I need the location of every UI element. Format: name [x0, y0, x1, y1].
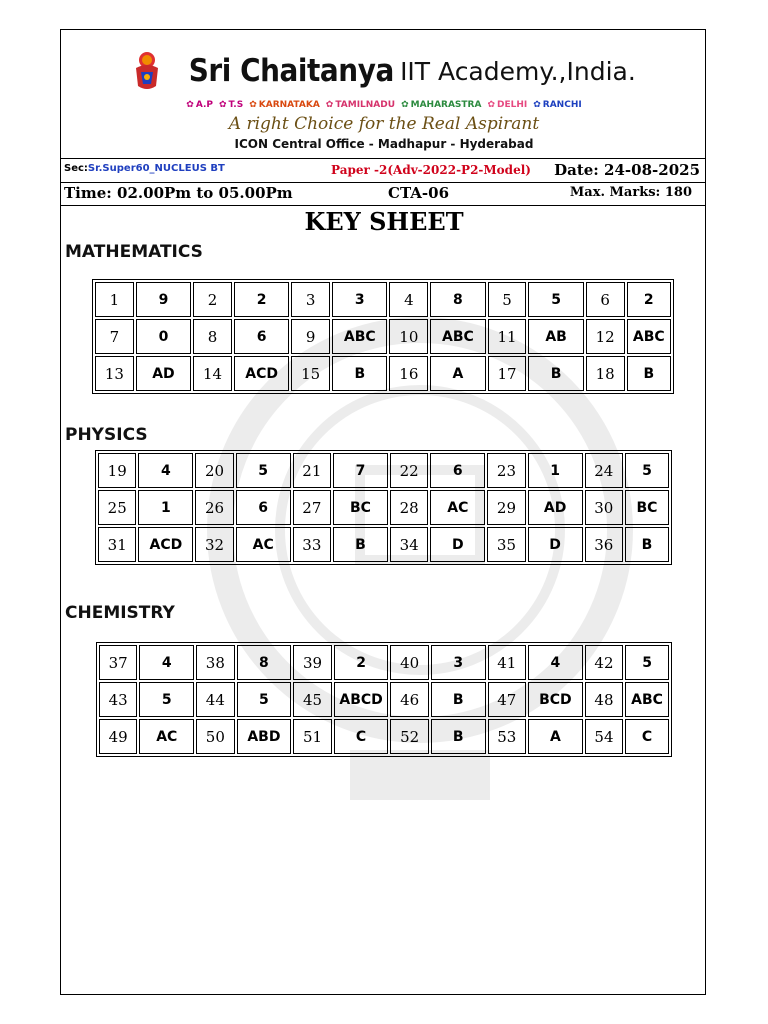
question-number: 33 — [293, 527, 331, 562]
table-row — [99, 719, 669, 754]
answer-key: ABD — [237, 719, 292, 754]
question-number: 41 — [488, 645, 526, 680]
answer-key: 0 — [136, 319, 191, 354]
question-number: 35 — [487, 527, 525, 562]
flower-bullet-icon: ✿ — [401, 100, 409, 110]
answer-key: 5 — [528, 282, 583, 317]
divider — [60, 158, 706, 159]
state-item — [533, 100, 581, 110]
answer-key: B — [431, 719, 486, 754]
question-number: 5 — [488, 282, 527, 317]
question-number: 54 — [585, 719, 623, 754]
institute-logo-icon — [132, 50, 162, 92]
answer-key: BC — [625, 490, 669, 525]
answer-key: A — [430, 356, 485, 391]
question-number: 18 — [586, 356, 625, 391]
answer-key: ABC — [627, 319, 671, 354]
answer-key: C — [334, 719, 389, 754]
table-row — [98, 453, 669, 488]
question-number: 8 — [193, 319, 232, 354]
page-title: KEY SHEET — [304, 207, 464, 236]
answer-key: AB — [528, 319, 583, 354]
answer-key: D — [528, 527, 583, 562]
question-number: 29 — [487, 490, 525, 525]
section-info — [64, 163, 225, 174]
answer-key: 8 — [237, 645, 292, 680]
answer-key: A — [528, 719, 583, 754]
question-number: 3 — [291, 282, 330, 317]
tagline: A right Choice for the Real Aspirant — [228, 114, 540, 134]
table-row — [95, 356, 671, 391]
question-number: 26 — [195, 490, 233, 525]
states-list — [0, 100, 768, 110]
question-number: 14 — [193, 356, 232, 391]
answer-key: D — [430, 527, 485, 562]
question-number: 13 — [95, 356, 134, 391]
office-address: ICON Central Office - Madhapur - Hyderabad — [234, 137, 534, 151]
question-number: 4 — [389, 282, 428, 317]
answer-key: 5 — [139, 682, 194, 717]
exam-time: Time: 02.00Pm to 05.00Pm — [64, 184, 293, 202]
flower-bullet-icon: ✿ — [186, 100, 194, 110]
section-title-physics: PHYSICS — [65, 425, 148, 445]
question-number: 50 — [196, 719, 234, 754]
question-number: 12 — [586, 319, 625, 354]
question-number: 27 — [293, 490, 331, 525]
answer-key: BCD — [528, 682, 583, 717]
question-number: 21 — [293, 453, 331, 488]
state-label: RANCHI — [542, 100, 582, 110]
answer-key: 5 — [625, 645, 669, 680]
answer-key: AC — [430, 490, 485, 525]
section-title-mathematics: MATHEMATICS — [65, 242, 203, 262]
answer-key: ACD — [138, 527, 193, 562]
key-table-physics — [95, 450, 672, 565]
divider — [60, 182, 706, 183]
state-label: MAHARASTRA — [410, 100, 482, 110]
answer-key: 1 — [528, 453, 583, 488]
brand-subtitle: IIT Academy.,India. — [400, 56, 636, 86]
answer-key: 5 — [236, 453, 291, 488]
answer-key: 3 — [332, 282, 387, 317]
answer-key: AC — [236, 527, 291, 562]
question-number: 30 — [585, 490, 623, 525]
flower-bullet-icon: ✿ — [487, 100, 495, 110]
question-number: 19 — [98, 453, 136, 488]
question-number: 42 — [585, 645, 623, 680]
answer-key: 6 — [236, 490, 291, 525]
question-number: 20 — [195, 453, 233, 488]
answer-key: 4 — [139, 645, 194, 680]
table-row — [99, 682, 669, 717]
answer-key: ABCD — [334, 682, 389, 717]
key-table-chemistry — [96, 642, 672, 757]
key-table-mathematics — [92, 279, 674, 394]
answer-key: 9 — [136, 282, 191, 317]
question-number: 10 — [389, 319, 428, 354]
state-label: DELHI — [497, 100, 528, 110]
answer-key: 5 — [625, 453, 669, 488]
sec-value: Sr.Super60_NUCLEUS BT — [87, 163, 225, 174]
table-row — [98, 490, 669, 525]
question-number: 23 — [487, 453, 525, 488]
answer-key: ABC — [332, 319, 387, 354]
answer-key: B — [431, 682, 486, 717]
question-number: 1 — [95, 282, 134, 317]
flower-bullet-icon: ✿ — [218, 100, 227, 110]
question-number: 52 — [390, 719, 428, 754]
question-number: 39 — [293, 645, 331, 680]
state-label: TAMILNADU — [335, 100, 396, 110]
divider — [60, 205, 706, 206]
answer-key: B — [332, 356, 387, 391]
question-number: 46 — [390, 682, 428, 717]
state-item — [219, 100, 243, 110]
answer-key: 4 — [138, 453, 193, 488]
question-number: 6 — [586, 282, 625, 317]
question-number: 25 — [98, 490, 136, 525]
question-number: 2 — [193, 282, 232, 317]
table-row — [95, 282, 671, 317]
sec-label: Sec: — [64, 163, 88, 174]
question-number: 45 — [293, 682, 331, 717]
paper-info: Paper -2(Adv-2022-P2-Model) — [331, 163, 531, 177]
question-number: 15 — [291, 356, 330, 391]
answer-key: ABC — [430, 319, 485, 354]
table-row — [95, 319, 671, 354]
question-number: 43 — [99, 682, 137, 717]
answer-key: 1 — [138, 490, 193, 525]
answer-key: B — [625, 527, 669, 562]
question-number: 38 — [196, 645, 234, 680]
answer-key: 2 — [627, 282, 671, 317]
state-item — [401, 100, 481, 110]
answer-key: 2 — [234, 282, 289, 317]
question-number: 16 — [389, 356, 428, 391]
answer-key: 2 — [334, 645, 389, 680]
answer-key: 6 — [430, 453, 485, 488]
answer-key: B — [627, 356, 671, 391]
table-row — [99, 645, 669, 680]
question-number: 34 — [390, 527, 428, 562]
info-row-1 — [64, 163, 702, 181]
brand-name: Sri Chaitanya — [189, 53, 395, 89]
flower-bullet-icon: ✿ — [533, 100, 541, 110]
state-item — [326, 100, 395, 110]
question-number: 24 — [585, 453, 623, 488]
question-number: 51 — [293, 719, 331, 754]
section-title-chemistry: CHEMISTRY — [65, 603, 175, 623]
answer-key: 4 — [528, 645, 583, 680]
question-number: 9 — [291, 319, 330, 354]
question-number: 28 — [390, 490, 428, 525]
answer-key: 8 — [430, 282, 485, 317]
question-number: 17 — [488, 356, 527, 391]
question-number: 31 — [98, 527, 136, 562]
state-item — [249, 100, 320, 110]
answer-key: ABC — [625, 682, 669, 717]
answer-key: AD — [136, 356, 191, 391]
question-number: 22 — [390, 453, 428, 488]
answer-key: B — [333, 527, 388, 562]
question-number: 7 — [95, 319, 134, 354]
answer-key: AD — [528, 490, 583, 525]
max-marks: Max. Marks: 180 — [569, 185, 692, 200]
table-row — [98, 527, 669, 562]
answer-key: 7 — [333, 453, 388, 488]
exam-date: Date: 24-08-2025 — [554, 161, 700, 179]
question-number: 44 — [196, 682, 234, 717]
flower-bullet-icon: ✿ — [249, 100, 257, 110]
header-brand — [0, 50, 768, 92]
answer-key: ACD — [234, 356, 289, 391]
answer-key: 6 — [234, 319, 289, 354]
answer-key: C — [625, 719, 669, 754]
state-item — [186, 100, 213, 110]
question-number: 36 — [585, 527, 623, 562]
test-code: CTA-06 — [388, 184, 450, 202]
question-number: 37 — [99, 645, 137, 680]
question-number: 11 — [488, 319, 527, 354]
state-item — [487, 100, 527, 110]
state-label: A.P — [195, 100, 213, 110]
question-number: 53 — [488, 719, 526, 754]
answer-key: BC — [333, 490, 388, 525]
state-label: T.S — [228, 100, 244, 110]
question-number: 40 — [390, 645, 428, 680]
answer-key: 3 — [431, 645, 486, 680]
state-label: KARNATAKA — [258, 100, 320, 110]
flower-bullet-icon: ✿ — [325, 100, 334, 110]
question-number: 32 — [195, 527, 233, 562]
answer-key: B — [528, 356, 583, 391]
info-row-2 — [64, 184, 702, 204]
answer-key: 5 — [237, 682, 292, 717]
question-number: 48 — [585, 682, 623, 717]
answer-key: AC — [139, 719, 194, 754]
question-number: 47 — [488, 682, 526, 717]
question-number: 49 — [99, 719, 137, 754]
